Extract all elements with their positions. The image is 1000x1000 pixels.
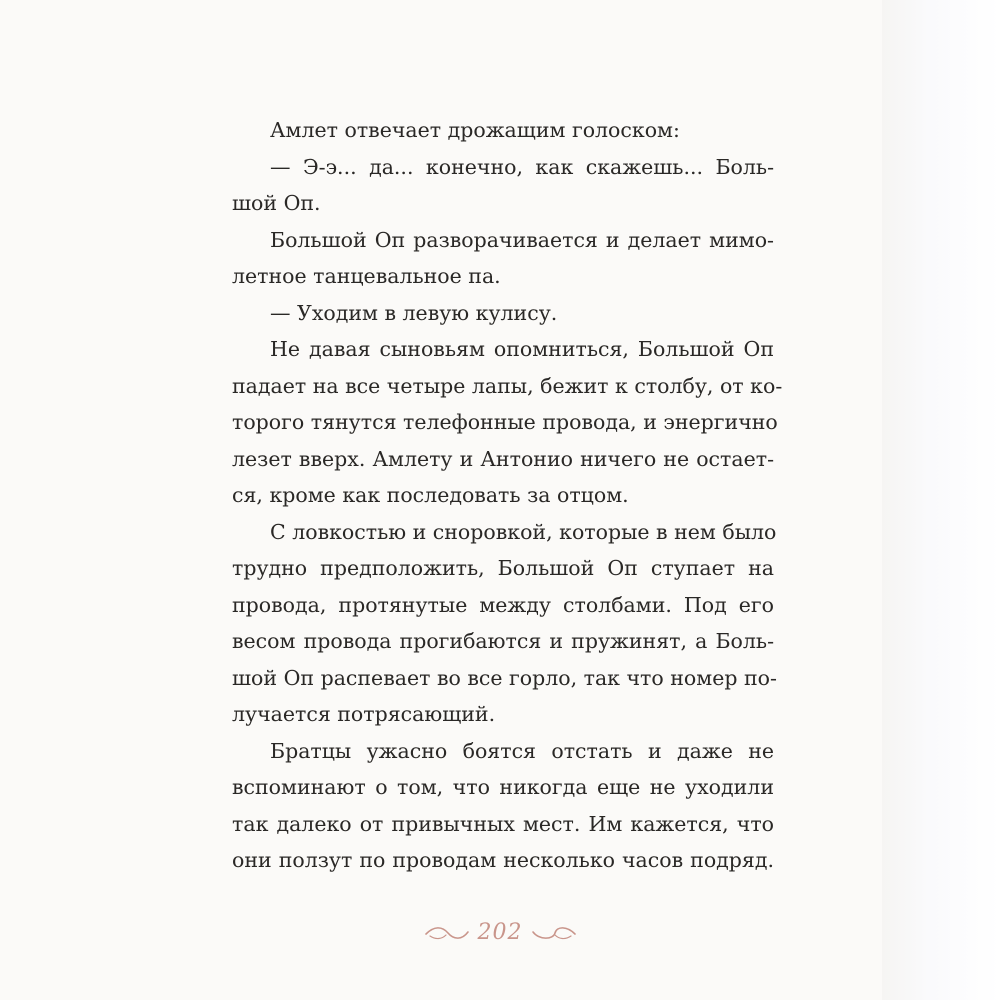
body-text	[232, 112, 783, 879]
text-line: весом провода прогибаются и пружинят, а Боль-	[232, 629, 774, 653]
text-line: Амлет отвечает дрожащим голоском:	[270, 118, 680, 142]
swirl-ornament-icon	[424, 922, 470, 944]
text-line: падает на все четыре лапы, бежит к столбу, от ко-	[232, 373, 783, 398]
text-line: так далеко от привычных мест. Им кажется, что	[232, 811, 774, 836]
page-number: 202	[477, 920, 523, 945]
text-line: Большой Оп разворачивается и делает мимо-	[270, 227, 774, 252]
text-line: Братцы ужасно боятся отстать и даже не	[270, 738, 774, 763]
text-line: провода, протянутые между столбами. Под его	[232, 592, 774, 617]
text-line: трудно предположить, Большой Оп ступает на	[232, 556, 774, 580]
text-line: они ползут по проводам несколько часов подряд.	[232, 848, 774, 872]
text-line: вспоминают о том, что никогда еще не уходили	[232, 775, 774, 799]
text-line: — Э-э... да... конечно, как скажешь... Боль-	[270, 154, 774, 179]
text-line: Не давая сыновьям опомниться, Большой Оп	[270, 337, 774, 361]
text-line: летное танцевальное па.	[232, 264, 501, 288]
text-line: ся, кроме как последовать за отцом.	[232, 483, 629, 507]
text-line: шой Оп.	[232, 191, 321, 215]
page-edge-shadow	[882, 0, 1000, 1000]
text-line: лучается потрясающий.	[232, 702, 496, 726]
text-line: торого тянутся телефонные провода, и энергично	[232, 410, 778, 434]
swirl-ornament-icon	[531, 922, 577, 944]
text-line: шой Оп распевает во все горло, так что номер по-	[232, 665, 777, 690]
text-line: С ловкостью и сноровкой, которые в нем было	[270, 519, 777, 544]
page-footer	[0, 920, 1000, 945]
text-line: лезет вверх. Амлету и Антонио ничего не остает-	[232, 446, 774, 471]
text-line: — Уходим в левую кулису.	[270, 300, 558, 325]
